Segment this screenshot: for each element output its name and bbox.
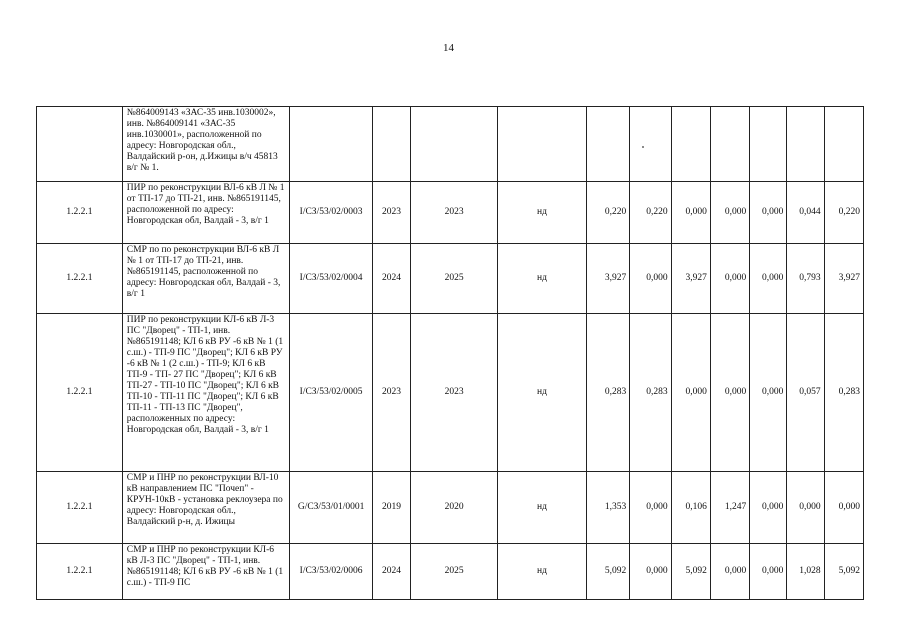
cell-id: 1.2.2.1 xyxy=(37,182,123,244)
cell-project-code: I/СЗ/53/02/0005 xyxy=(290,314,373,472)
cell-value-4: 1,247 xyxy=(710,472,749,544)
cell-value-7 xyxy=(824,107,863,182)
cell-value-1 xyxy=(586,107,629,182)
cell-year-end: 2020 xyxy=(411,472,498,544)
cell-value-6: 0,057 xyxy=(787,314,824,472)
cell-year-start: 2024 xyxy=(372,244,410,314)
cell-year-start: 2023 xyxy=(372,182,410,244)
cell-value-6: 1,028 xyxy=(787,544,824,600)
table-row xyxy=(37,182,864,244)
cell-value-1: 5,092 xyxy=(586,544,629,600)
table-body xyxy=(37,107,864,600)
cell-value-6: 0,793 xyxy=(787,244,824,314)
cell-value-3: 0,106 xyxy=(671,472,710,544)
cell-value-5: 0,000 xyxy=(750,244,787,314)
cell-value-4: 0,000 xyxy=(710,244,749,314)
cell-value-7: 0,283 xyxy=(824,314,863,472)
cell-value-6: 0,000 xyxy=(787,472,824,544)
cell-value-6 xyxy=(787,107,824,182)
cell-value-5: 0,000 xyxy=(750,314,787,472)
cell-value-3: 0,000 xyxy=(671,314,710,472)
table-row xyxy=(37,314,864,472)
cell-value-3: 5,092 xyxy=(671,544,710,600)
table-row xyxy=(37,107,864,182)
cell-value-1: 0,220 xyxy=(586,182,629,244)
cell-year-end: 2025 xyxy=(411,544,498,600)
cell-value-5 xyxy=(750,107,787,182)
cell-value-3: 0,000 xyxy=(671,182,710,244)
cell-description: ПИР по реконструкции КЛ-6 кВ Л-3 ПС "Дворец" - ТП-1, инв. №865191148; КЛ 6 кВ РУ -6 кВ № 1 (1 с.ш.) - ТП-9 ПС "Дворец"; КЛ 6 кВ РУ -6 кВ № 1 (2 с.ш.) - ТП-9; КЛ 6 кВ ТП-9 - ТП- 27 ПС "Дворец"; КЛ 6 кВ ТП-27 - ТП-10 ПС "Дворец"; КЛ 6 кВ ТП-10 - ТП-11 ПС "Дворец"; КЛ 6 кВ ТП-11 - ТП-13 ПС "Дворец", расположенных по адресу: Новгородская обл, Валдай - 3, в/г 1 xyxy=(122,314,289,472)
table-row xyxy=(37,472,864,544)
cell-value-3 xyxy=(671,107,710,182)
scan-speck xyxy=(642,146,644,148)
cell-project-code xyxy=(290,107,373,182)
cell-unit: нд xyxy=(498,314,587,472)
cell-description: СМР и ПНР по реконструкции КЛ-6 кВ Л-3 ПС "Дворец" - ТП-1, инв. №865191148; КЛ 6 кВ РУ -6 кВ № 1 (1 с.ш.) - ТП-9 ПС xyxy=(122,544,289,600)
cell-unit xyxy=(498,107,587,182)
cell-value-2: 0,000 xyxy=(630,244,671,314)
cell-value-2: 0,000 xyxy=(630,544,671,600)
cell-value-7: 3,927 xyxy=(824,244,863,314)
cell-year-end: 2023 xyxy=(411,314,498,472)
investment-table xyxy=(36,106,864,600)
cell-value-4: 0,000 xyxy=(710,182,749,244)
cell-id: 1.2.2.1 xyxy=(37,544,123,600)
cell-value-3: 3,927 xyxy=(671,244,710,314)
cell-value-5: 0,000 xyxy=(750,472,787,544)
cell-project-code: G/СЗ/53/01/0001 xyxy=(290,472,373,544)
cell-year-end: 2023 xyxy=(411,182,498,244)
cell-id: 1.2.2.1 xyxy=(37,244,123,314)
cell-value-7: 0,000 xyxy=(824,472,863,544)
cell-description: СМР и ПНР по реконструкции ВЛ-10 кВ направлением ПС "Почеп" - КРУН-10кВ - установка реклоузера по адресу: Новгородская обл., Валдайский р-н, д. Ижицы xyxy=(122,472,289,544)
cell-value-5: 0,000 xyxy=(750,544,787,600)
cell-description: СМР по по реконструкции ВЛ-6 кВ Л № 1 от ТП-17 до ТП-21, инв. №865191145, расположенной по адресу: Новгородская обл, Валдай - 3, в/г 1 xyxy=(122,244,289,314)
cell-id xyxy=(37,107,123,182)
cell-id: 1.2.2.1 xyxy=(37,314,123,472)
cell-value-4 xyxy=(710,107,749,182)
cell-value-6: 0,044 xyxy=(787,182,824,244)
cell-year-start: 2023 xyxy=(372,314,410,472)
cell-unit: нд xyxy=(498,244,587,314)
cell-value-1: 1,353 xyxy=(586,472,629,544)
cell-year-start xyxy=(372,107,410,182)
cell-value-7: 0,220 xyxy=(824,182,863,244)
cell-value-1: 0,283 xyxy=(586,314,629,472)
table-row xyxy=(37,544,864,600)
cell-description: ПИР по реконструкции ВЛ-6 кВ Л № 1 от ТП-17 до ТП-21, инв. №865191145, расположенной по адресу: Новгородская обл, Валдай - 3, в/г 1 xyxy=(122,182,289,244)
cell-description: №864009143 «ЗАС-35 инв.1030002», инв. №864009141 «ЗАС-35 инв.1030001», расположенной по адресу: Новгородская обл., Валдайский р-он, д.Ижицы в/ч 45813 в/г № 1. xyxy=(122,107,289,182)
cell-value-7: 5,092 xyxy=(824,544,863,600)
page-number: 14 xyxy=(443,42,454,54)
cell-project-code: I/СЗ/53/02/0004 xyxy=(290,244,373,314)
cell-value-2: 0,283 xyxy=(630,314,671,472)
cell-year-start: 2024 xyxy=(372,544,410,600)
cell-value-4: 0,000 xyxy=(710,314,749,472)
cell-year-end xyxy=(411,107,498,182)
cell-project-code: I/СЗ/53/02/0003 xyxy=(290,182,373,244)
cell-value-2: 0,220 xyxy=(630,182,671,244)
cell-value-1: 3,927 xyxy=(586,244,629,314)
cell-value-2 xyxy=(630,107,671,182)
cell-id: 1.2.2.1 xyxy=(37,472,123,544)
cell-project-code: I/СЗ/53/02/0006 xyxy=(290,544,373,600)
cell-value-5: 0,000 xyxy=(750,182,787,244)
cell-unit: нд xyxy=(498,182,587,244)
table-row xyxy=(37,244,864,314)
cell-year-start: 2019 xyxy=(372,472,410,544)
cell-unit: нд xyxy=(498,544,587,600)
cell-value-4: 0,000 xyxy=(710,544,749,600)
cell-unit: нд xyxy=(498,472,587,544)
cell-year-end: 2025 xyxy=(411,244,498,314)
cell-value-2: 0,000 xyxy=(630,472,671,544)
